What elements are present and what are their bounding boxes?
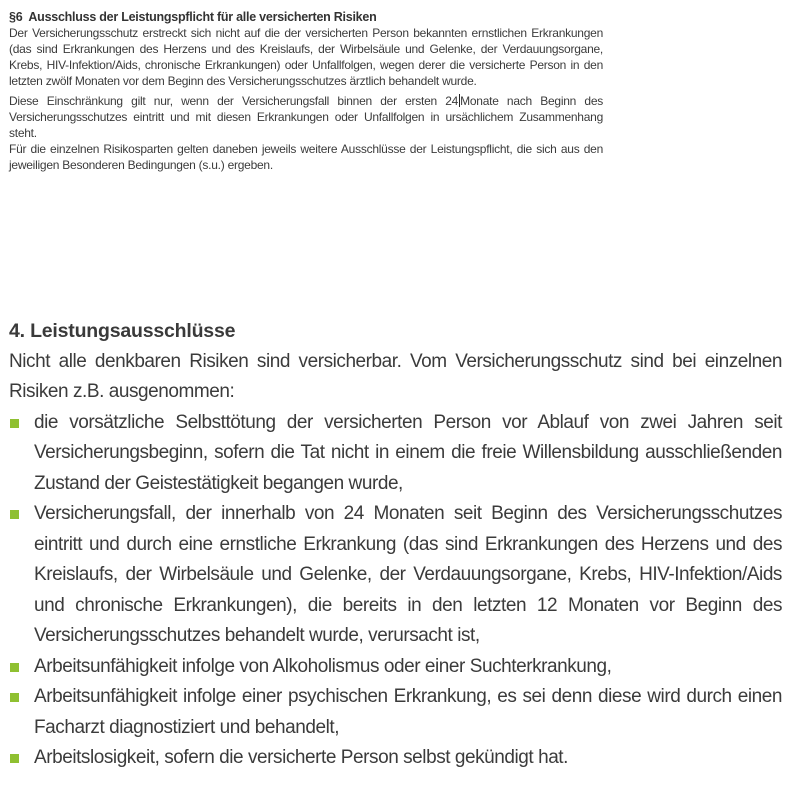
list-item: [9, 499, 782, 652]
section-6-paragraph-1: Der Versicherungsschutz erstreckt sich nicht auf die der versicherten Person bekannten ernstlichen Erkrankungen (das sind Erkrankungen des Herzens und des Kreislaufs, der Wirbelsäule und Gelenke, der Verdauungsorgane, Krebs, HIV-Infektion/Aids, chronische Erkrankungen) oder Unfallfolgen, wegen derer die versicherte Person in den letzten zwölf Monaten vor dem Beginn des Versicherungsschutzes ärztlich behandelt wurde.: [9, 26, 603, 88]
section-6-paragraph-2: [9, 93, 603, 141]
list-item: [9, 652, 782, 683]
list-item-text: Arbeitsunfähigkeit infolge von Alkoholismus oder einer Suchterkrankung,: [34, 655, 612, 677]
square-bullet-icon: [10, 693, 19, 702]
section-6: [9, 9, 603, 173]
square-bullet-icon: [10, 510, 19, 519]
section-6-paragraph-3: Für die einzelnen Risikosparten gelten daneben jeweils weitere Ausschlüsse der Leistungspflicht, die sich aus den jeweiligen Besonderen Bedingungen (s.u.) ergeben.: [9, 142, 603, 172]
section-6-heading: [9, 9, 603, 25]
square-bullet-icon: [10, 754, 19, 763]
list-item-text: Arbeitsunfähigkeit infolge einer psychischen Erkrankung, es sei denn diese wird durch einen Facharzt diagnostiziert und behandelt,: [34, 686, 782, 738]
paragraph-2-text-start: Diese Einschränkung gilt nur, wenn der Versicherungsfall binnen der ersten 24: [9, 94, 459, 108]
list-item-text: Arbeitslosigkeit, sofern die versicherte Person selbst gekündigt hat.: [34, 747, 568, 768]
list-item-text: Versicherungsfall, der innerhalb von 24 Monaten seit Beginn des Versicherungsschutzes eintritt und durch eine ernstliche Erkrankung (das sind Erkrankungen des Herzens und des Kreislaufs, der Wirbelsäule und Gelenke, der Verdauungsorgane, Krebs, HIV-Infektion/Aids und chronische Erkrankungen), die bereits in den letzten 12 Monaten vor Beginn des Versicherungsschutzes behandelt wurde, verursacht ist,: [34, 503, 782, 646]
list-item-text: die vorsätzliche Selbsttötung der versicherten Person vor Ablauf von zwei Jahren seit Versicherungsbeginn, sofern die Tat nicht in einem die freie Willensbildung ausschließenden Zustand der Geistestätigkeit begangen wurde,: [34, 411, 782, 494]
section-6-number: §6: [9, 10, 23, 24]
list-item: [9, 682, 782, 743]
square-bullet-icon: [10, 663, 19, 672]
exclusions-list: [9, 408, 782, 774]
square-bullet-icon: [10, 419, 19, 428]
section-6-title: Ausschluss der Leistungspflicht für alle versicherten Risiken: [28, 10, 377, 24]
paragraph-2-text-end: Monate nach Beginn des Versicherungsschutzes eintritt und mit diesen Erkrankungen oder Unfallfolgen in ursächlichem Zusammenhang steht.: [9, 94, 604, 140]
section-4: [9, 316, 782, 774]
list-item: [9, 743, 782, 774]
section-4-intro: Nicht alle denkbaren Risiken sind versicherbar. Vom Versicherungsschutz sind bei einzelnen Risiken z.B. ausgenommen:: [9, 350, 782, 402]
list-item: [9, 408, 782, 500]
section-4-title: 4. Leistungsausschlüsse: [9, 320, 236, 342]
